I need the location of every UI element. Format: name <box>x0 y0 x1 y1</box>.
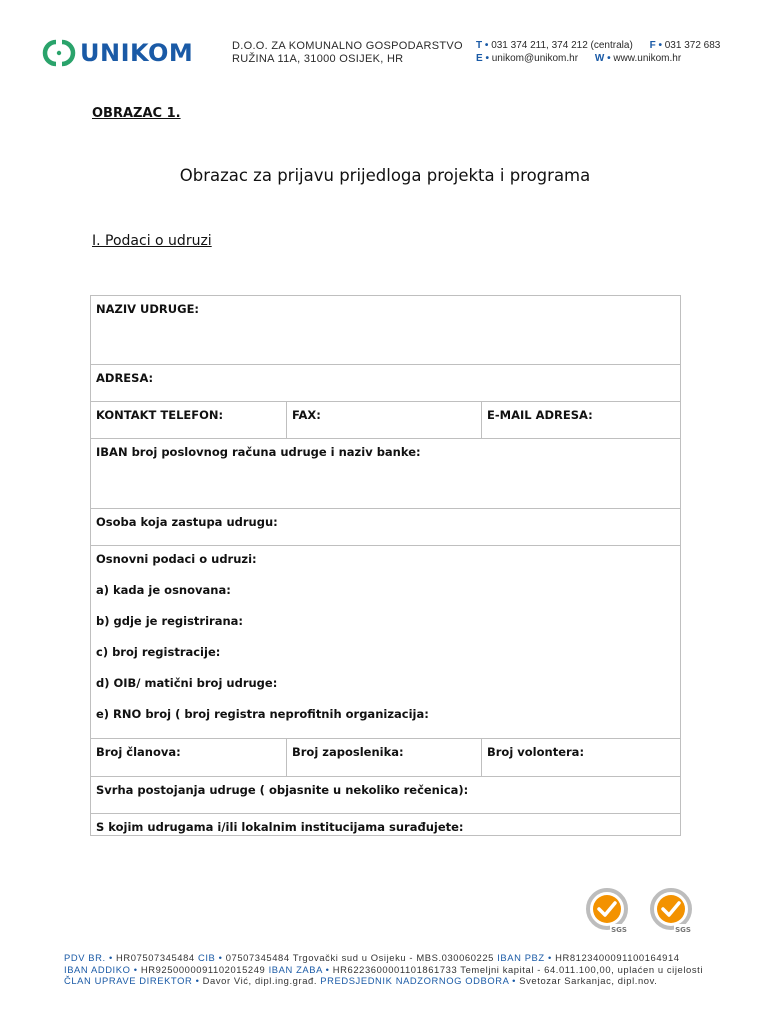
fax-label: F <box>649 40 656 51</box>
email-value: unikom@unikom.hr <box>491 52 579 64</box>
suradnja-label: S kojim udrugama i/ili lokalnim institucijama surađujete: <box>96 820 464 834</box>
naziv-udruge-label: NAZIV UDRUGE: <box>96 302 200 316</box>
fax-field[interactable] <box>287 402 482 439</box>
certification-badge-icon <box>584 888 630 934</box>
broj-clanova-field[interactable] <box>91 739 287 777</box>
oib-label: d) OIB/ matični broj udruge: <box>96 676 278 690</box>
phone-label: T <box>476 40 483 51</box>
table-row <box>91 814 681 836</box>
table-row <box>91 509 681 546</box>
svrha-label: Svrha postojanja udruge ( objasnite u nekoliko rečenica): <box>96 783 469 797</box>
footer-line: ČLAN UPRAVE DIREKTOR • Davor Vić, dipl.ing.građ. PREDSJEDNIK NADZORNOG ODBORA • Svetozar Sarkanjac, dipl.nov. <box>64 975 658 987</box>
footer-line: IBAN ADDIKO • HR9250000091102015249 IBAN ZABA • HR6223600001101861733 Temeljni kapital - 64.011.100,00, uplaćen u cijelosti <box>64 963 703 975</box>
table-row <box>91 777 681 814</box>
contact-email-web-line: E • unikom@unikom.hr W • www.unikom.hr <box>476 52 682 64</box>
table-row <box>91 439 681 509</box>
registrirana-label: b) gdje je registrirana: <box>96 614 244 628</box>
svrha-field[interactable] <box>91 777 681 814</box>
table-row <box>91 296 681 365</box>
adresa-label: ADRESA: <box>96 371 154 385</box>
contact-info <box>476 40 720 65</box>
badge-label: SGS <box>675 926 691 934</box>
email-field[interactable] <box>482 402 681 439</box>
iban-field[interactable] <box>91 439 681 509</box>
phone-value: 031 374 211, 374 212 (centrala) <box>491 40 633 51</box>
section-heading: I. Podaci o udruzi <box>92 233 212 249</box>
osnovana-label: a) kada je osnovana: <box>96 583 231 597</box>
osnovni-podaci-field[interactable] <box>91 546 681 739</box>
fax-field-label: FAX: <box>292 408 321 422</box>
broj-clanova-label: Broj članova: <box>96 745 181 759</box>
broj-volontera-field[interactable] <box>482 739 681 777</box>
kontakt-telefon-label: KONTAKT TELEFON: <box>96 408 224 422</box>
badge-label: SGS <box>611 926 627 934</box>
naziv-udruge-field[interactable] <box>91 296 681 365</box>
broj-zaposlenika-label: Broj zaposlenika: <box>292 745 404 759</box>
iban-label: IBAN broj poslovnog računa udruge i naziv banke: <box>96 445 421 459</box>
company-address: RUŽINA 11A, 31000 OSIJEK, HR <box>232 52 404 65</box>
footer <box>64 952 703 987</box>
company-name: D.O.O. ZA KOMUNALNO GOSPODARSTVO <box>232 40 463 52</box>
web-label: W <box>594 52 605 64</box>
fax-value: 031 372 683 <box>664 40 721 51</box>
logo-text: UNIKOM <box>80 39 194 67</box>
osoba-field[interactable] <box>91 509 681 546</box>
unikom-logo-icon <box>42 38 76 68</box>
broj-registracije-label: c) broj registracije: <box>96 645 221 659</box>
form-number: OBRAZAC 1. <box>92 106 181 121</box>
rno-label: e) RNO broj ( broj registra neprofitnih organizacija: <box>96 707 429 721</box>
osnovni-podaci-heading: Osnovni podaci o udruzi: <box>96 552 257 566</box>
broj-volontera-label: Broj volontera: <box>487 745 585 759</box>
table-row <box>91 365 681 402</box>
table-row <box>91 739 681 777</box>
web-value: www.unikom.hr <box>613 52 682 64</box>
company-logo <box>42 38 193 68</box>
document-title: Obrazac za prijavu prijedloga projekta i programa <box>179 166 591 185</box>
email-field-label: E-MAIL ADRESA: <box>487 408 593 422</box>
kontakt-telefon-field[interactable] <box>91 402 287 439</box>
certification-badge-icon <box>648 888 694 934</box>
association-form-table <box>90 295 681 836</box>
footer-line: PDV BR. • HR07507345484 CIB • 07507345484 Trgovački sud u Osijeku - MBS.030060225 IBAN PBZ • HR8123400091100164914 <box>64 952 680 963</box>
email-label: E <box>476 52 483 64</box>
table-row <box>91 402 681 439</box>
broj-zaposlenika-field[interactable] <box>287 739 482 777</box>
osoba-label: Osoba koja zastupa udrugu: <box>96 515 278 529</box>
table-row <box>91 546 681 739</box>
company-info <box>232 40 463 65</box>
adresa-field[interactable] <box>91 365 681 402</box>
contact-phone-fax-line: T • 031 374 211, 374 212 (centrala) F • 031 372 683 <box>476 40 721 51</box>
suradnja-field[interactable] <box>91 814 681 836</box>
